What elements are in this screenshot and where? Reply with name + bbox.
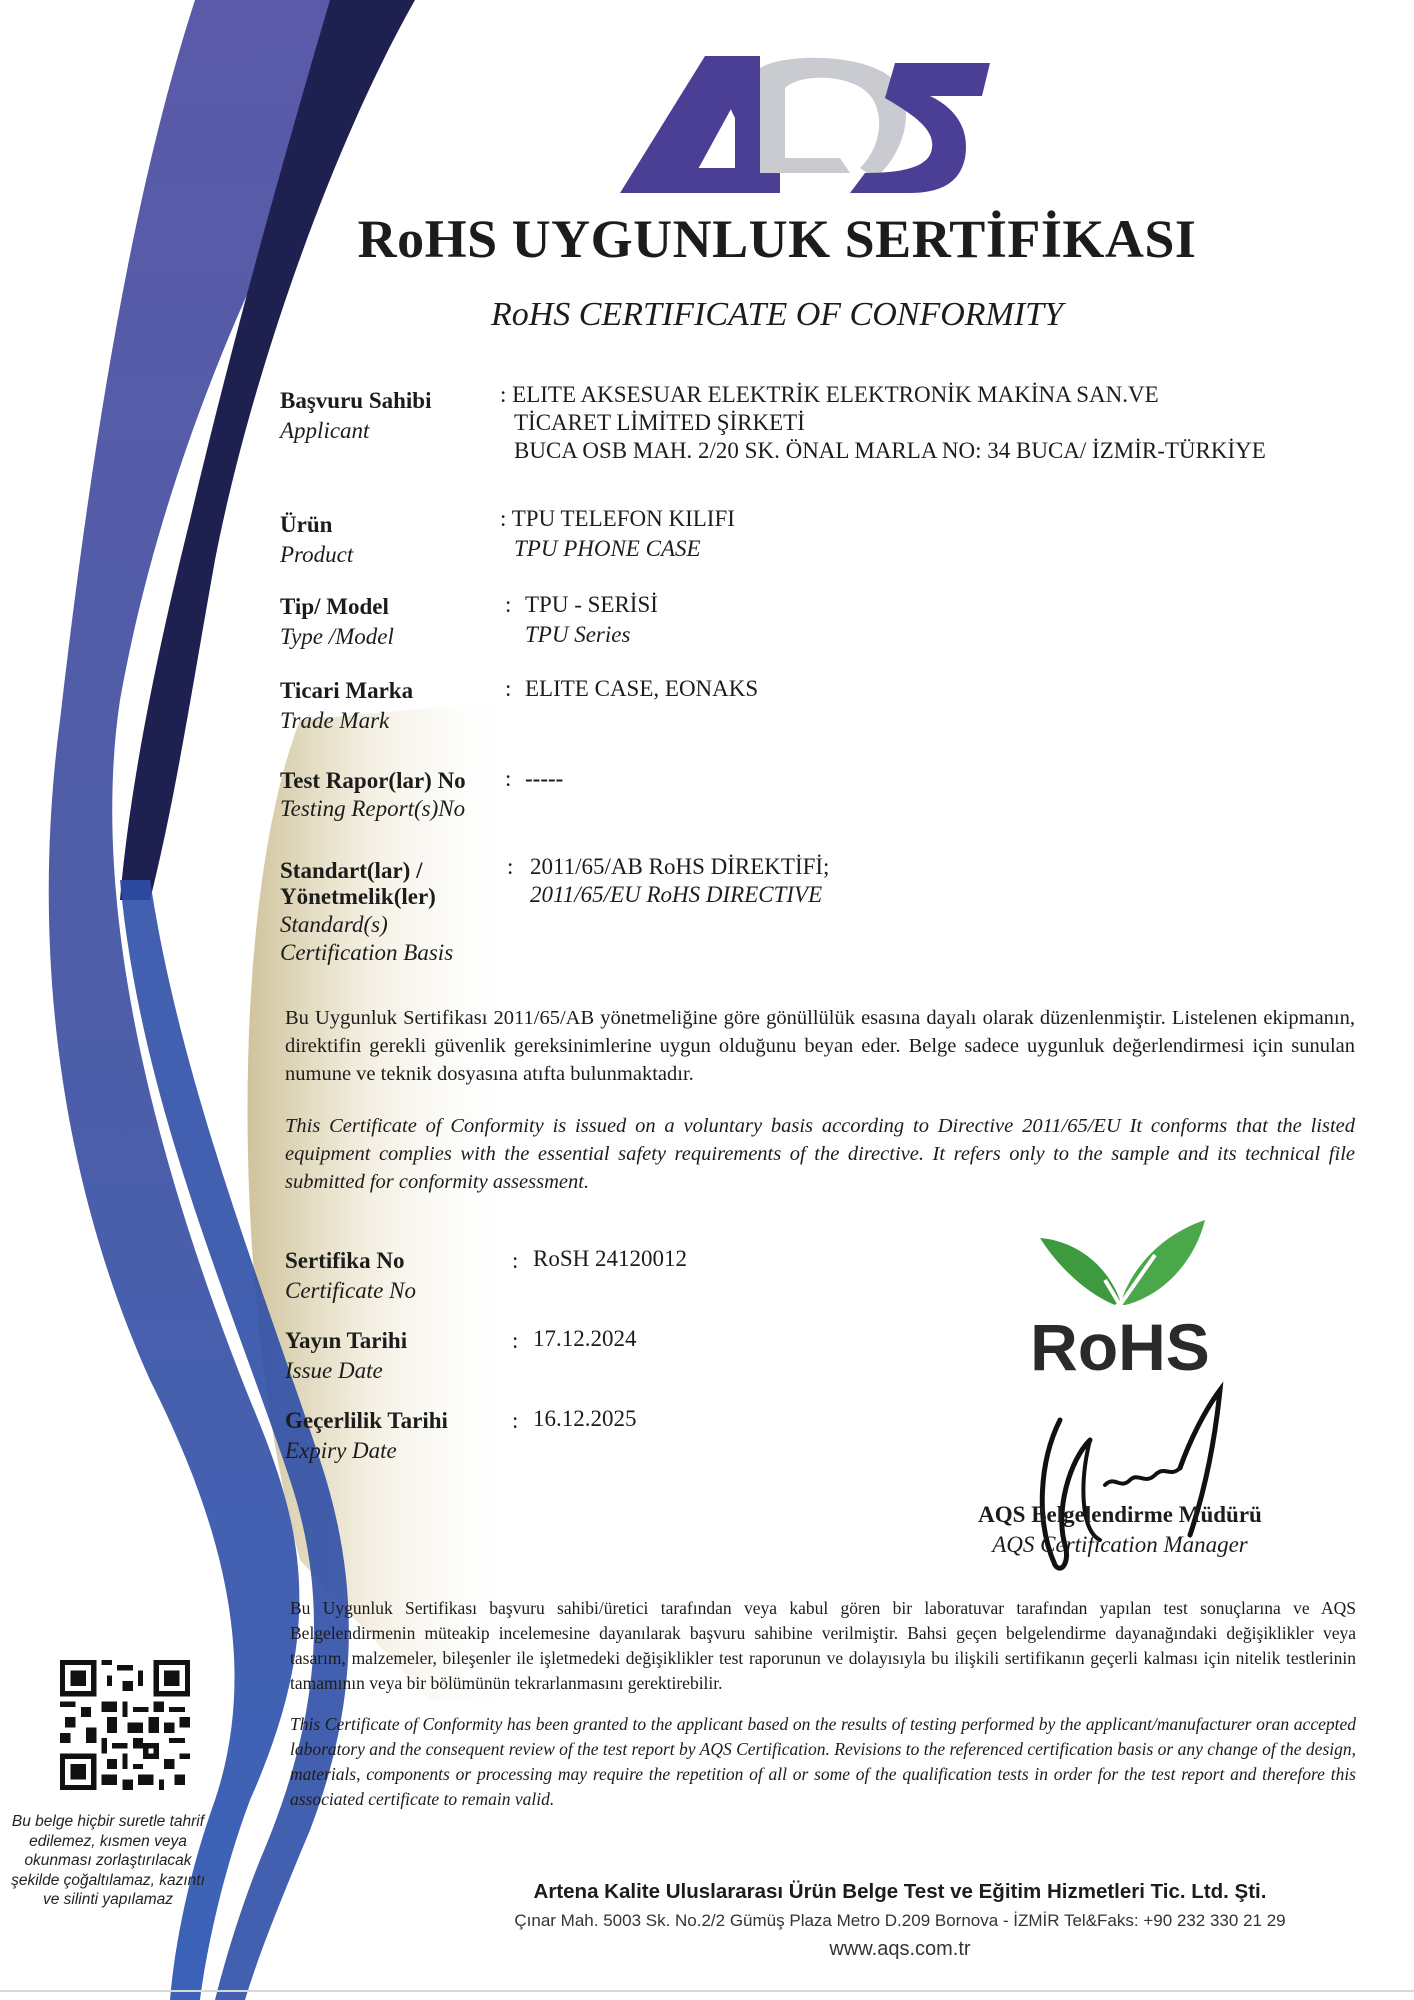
certificate-no-value: RoSH 24120012	[533, 1246, 687, 1271]
trademark-value: ELITE CASE, EONAKS	[525, 676, 759, 701]
aqs-logo	[610, 48, 1030, 198]
footer-website-link[interactable]: www.aqs.com.tr	[829, 1938, 971, 1960]
trademark-colon: :	[505, 676, 512, 701]
standards-label-en-1: Standard(s)	[280, 912, 388, 937]
model-value-en: TPU Series	[525, 622, 631, 647]
product-label-en: Product	[280, 542, 354, 567]
standards-value: 2011/65/AB RoHS DİREKTİFİ;	[530, 854, 830, 879]
applicant-label-en: Applicant	[280, 418, 370, 443]
product-value: : TPU TELEFON KILIFI	[500, 506, 735, 531]
certificate-subtitle: RoHS CERTIFICATE OF CONFORMITY	[490, 296, 1063, 333]
leaf-right-icon	[1120, 1220, 1205, 1305]
standards-label-en-2: Certification Basis	[280, 940, 454, 965]
issue-date-value: 17.12.2024	[533, 1326, 637, 1351]
certificate-title: RoHS UYGUNLUK SERTİFİKASI	[357, 209, 1197, 269]
trademark-label-en: Trade Mark	[280, 708, 390, 733]
statement-turkish: Bu Uygunluk Sertifikası 2011/65/AB yönetmeliğine göre gönüllülük esasına dayalı olarak düzenlenmiştir. Listelenen ekipmanın, direktifin gerekli güvenlik gereksinimlerine uygun olduğunu beyan eder. Belge sadece uygunluk değerlendirmesi için sunulan numune ve teknik dosyasına atıfta bulunmaktadır.	[285, 1007, 1355, 1085]
footer-address: Çınar Mah. 5003 Sk. No.2/2 Gümüş Plaza Metro D.209 Bornova - İZMİR Tel&Faks: +90 232 330 21 29	[514, 1911, 1286, 1930]
product-value-en: TPU PHONE CASE	[514, 536, 701, 561]
signatory-title: AQS Belgelendirme Müdürü	[978, 1502, 1262, 1527]
applicant-address: BUCA OSB MAH. 2/20 SK. ÖNAL MARLA NO: 34 BUCA/ İZMİR-TÜRKİYE	[514, 438, 1266, 463]
model-value: TPU - SERİSİ	[525, 592, 658, 617]
trademark-label: Ticari Marka	[280, 678, 414, 703]
applicant-name-line2: TİCARET LİMİTED ŞİRKETİ	[514, 410, 805, 435]
footer-company: Artena Kalite Uluslararası Ürün Belge Test ve Eğitim Hizmetleri Tic. Ltd. Şti.	[533, 1880, 1267, 1903]
certificate-no-colon: :	[512, 1248, 519, 1273]
signatory-title-en: AQS Certification Manager	[992, 1532, 1248, 1557]
certificate-no-label: Sertifika No	[285, 1248, 405, 1273]
expiry-date-value: 16.12.2025	[533, 1406, 637, 1431]
test-report-value: -----	[525, 766, 564, 791]
bottom-divider	[0, 1990, 1414, 1992]
certificate-no-label-en: Certificate No	[285, 1278, 416, 1303]
aqs-logo-text: AQS	[610, 48, 613, 49]
statement-english: This Certificate of Conformity is issued on a voluntary basis according to Directive 2011/65/EU It conforms that the listed equipment complies with the essential safety requirements of the directive. It refers only to the sample and its technical file submitted for conformity assessment.	[285, 1115, 1355, 1193]
product-label: Ürün	[280, 512, 333, 537]
standards-value-en: 2011/65/EU RoHS DIRECTIVE	[530, 882, 823, 907]
standards-label-2: Yönetmelik(ler)	[280, 884, 436, 909]
rohs-mark-text: RoHS	[1030, 1310, 1210, 1380]
leaf-left-icon	[1040, 1238, 1120, 1305]
test-report-label: Test Rapor(lar) No	[280, 768, 466, 793]
test-report-colon: :	[505, 766, 512, 791]
test-report-label-en: Testing Report(s)No	[280, 796, 466, 821]
expiry-date-colon: :	[512, 1408, 519, 1433]
expiry-date-label-en: Expiry Date	[285, 1438, 397, 1463]
applicant-name-line1: : ELITE AKSESUAR ELEKTRİK ELEKTRONİK MAKİNA SAN.VE	[500, 382, 1159, 407]
rohs-logo	[1020, 1210, 1220, 1380]
issue-date-label: Yayın Tarihi	[285, 1328, 408, 1353]
qr-code[interactable]	[60, 1660, 190, 1790]
model-label: Tip/ Model	[280, 594, 389, 619]
expiry-date-label: Geçerlilik Tarihi	[285, 1408, 448, 1433]
applicant-label: Başvuru Sahibi	[280, 388, 432, 413]
issue-date-colon: :	[512, 1328, 519, 1353]
disclaimer-english: This Certificate of Conformity has been granted to the applicant based on the results of testing performed by the applicant/manufacturer oran accepted laboratory and the consequent review of the test report by AQS Certification. Revisions to the referenced certification basis or any change of the design, materials, components or processing may require the repetition of all or some of the qualification tests in order for the test report and therefore this associated certificate to remain valid.	[290, 1714, 1356, 1809]
model-label-en: Type /Model	[280, 624, 394, 649]
qr-tamper-note: Bu belge hiçbir suretle tahrif edilemez, kısmen veya okunması zorlaştırılacak şekilde çoğaltılamaz, kazıntı ve silinti yapılamaz	[11, 1813, 205, 1908]
standards-colon: :	[507, 854, 514, 879]
issue-date-label-en: Issue Date	[285, 1358, 383, 1383]
model-colon: :	[505, 592, 512, 617]
disclaimer-turkish: Bu Uygunluk Sertifikası başvuru sahibi/üretici tarafından veya kabul gören bir laboratuvar tarafından yapılan test sonuçlarına ve AQS Belgelendirmenin müteakip incelemesine dayanılarak başvuru sahibine verilmiştir. Bahsi geçen belgelendirme dayanağındaki değişiklikler veya tasarım, malzemeler, bileşenler ile işletmedeki değişiklikler test raporunun ve dolayısıyla bu ilişkili sertifikanın geçerli kalması için nitelik testlerinin tamamının veya bir bölümünün tekrarlanmasını gerektirebilir.	[290, 1598, 1356, 1693]
standards-label-1: Standart(lar) /	[280, 858, 423, 883]
